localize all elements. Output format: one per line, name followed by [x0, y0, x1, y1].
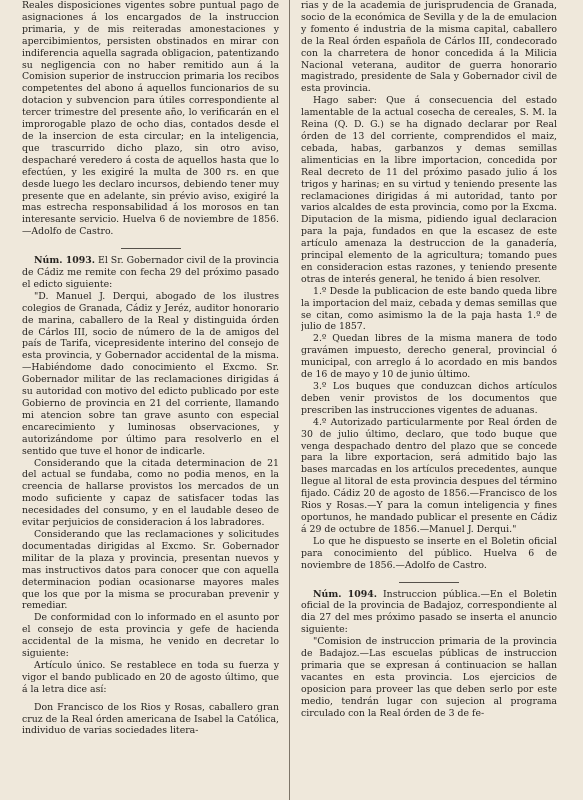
notice-1093 [22, 255, 279, 291]
notice-number: Núm. 1093. [34, 255, 96, 267]
edict-article: Artículo único. Se restablece en toda su fuerza y vigor el bando publicado en 20 de agosto último, que á la letra dice así: [22, 659, 279, 695]
section-divider [121, 248, 181, 249]
bando-intro: Don Francisco de los Rios y Rosas, caballero gran cruz de la Real órden americana de Isabel la Católica, individuo de varias sociedades litera- [22, 701, 279, 737]
edict-considerando-1: Considerando que la citada determinacion de 21 del actual se fundaba, como no podia menos, en la creencia de hallarse provistos los mercados de un modo suficiente y capaz de satisfacer todas las necesidades del consumo, y en el laudable deseo de evitar perjuicios de consideracion á los labradores. [22, 457, 279, 529]
bando-article-4: 4.º Autorizado particularmente por Real órden de 30 de julio último, declaro, que todo buque que venga despachado dentro del plazo que se concede para la libre exportacion, será admitido bajo las bases marcadas en los artículos precedentes, aunque llegue al litoral de esta provincia despues del término fijado. Cádiz 20 de agosto de 1856.—Francisco de los Rios y Rosas.—Y para la comun inteligencia y fines oportunos, he mandado publicar el presente en Cádiz á 29 de octubre de 1856.—Manuel J. Derqui." [301, 416, 557, 535]
edict-considerando-2: Considerando que las reclamaciones y solicitudes documentadas dirigidas al Excmo. Sr. Gobernador militar de la plaza y provincia, presentan nuevos y mas instructivos datos para conocer que con aquella determinacion podian ocasionarse mayores males que los que por la misma se procuraban prevenir y remediar. [22, 528, 279, 612]
notice-1094 [301, 589, 557, 637]
bando-article-1: 1.º Desde la publicacion de este bando queda libre la importacion del maiz, cebada y demas semillas que se citan, como asimismo la de la paja hasta 1.º de julio de 1857. [301, 285, 557, 333]
left-column [22, 0, 279, 800]
commission-announcement: "Comision de instruccion primaria de la provincia de Badajoz.—Las escuelas públicas de instruccion primaria que se expresan á continuacion se hallan vacantes en esta provincia. Los ejercicios de oposicion para proveer las que deben serlo por este medio, tendrán lugar con sujecion al programa circulado con la Real órden de 3 de fe- [301, 636, 557, 719]
notice-intro: El Sr. Gobernador civil de la provincia de Cádiz me remite con fecha 29 del próximo pasado el edicto siguiente: [22, 255, 279, 290]
edict-conformidad: De conformidad con lo informado en el asunto por el consejo de esta provincia y gefe de hacienda accidental de la misma, he venido en decretar lo siguiente: [22, 612, 279, 660]
column-rule [289, 0, 290, 800]
notice-intro: Instruccion pública.—En el Boletin oficial de la provincia de Badajoz, correspondiente al dia 27 del mes próximo pasado se inserta el anuncio siguiente: [301, 588, 557, 636]
closing-statement: Lo que he dispuesto se inserte en el Boletin oficial para conocimiento del público. Huelva 6 de noviembre de 1856.—Adolfo de Castro. [301, 535, 557, 571]
bando-article-2: 2.º Quedan libres de la misma manera de todo gravámen impuesto, derecho general, provincial ó municipal, con arreglo á lo acordado en mis bandos de 16 de mayo y 10 de junio último. [301, 333, 557, 381]
circular-text: Reales disposiciones vigentes sobre puntual pago de asignaciones á los encargados de la instruccion primaria, y de mis reiteradas amonestaciones y apercibimientos, persisten obstinados en mirar con indiferencia aquella sagrada obligacion, patentizando su negligencia con no haber remitido aun á la Comision superior de instruccion primaria los recibos competentes del abono á aquellos funcionarios de su dotacion y subvencion para útiles correspondiente al tercer trimestre del presente año, lo verificarán en el improrogable plazo de ocho dias, contados desde el de la insercion de esta circular; en la inteligencia, que trascurrido dicho plazo, sin otro aviso, despacharé veredero á costa de aquellos hasta que lo efectúen, y les exigiré la multa de 300 rs. en que desde luego les declaro incursos, debiendo tener muy presente que en adelante, sin prévio aviso, exigiré la mas estrecha responsabilidad á los morosos en tan interesante servicio. Huelva 6 de noviembre de 1856.—Adolfo de Castro. [22, 0, 279, 238]
bando-continuation: rias y de la academia de jurisprudencia de Granada, socio de la económica de Sevilla y de la de emulacion y fomento é industria de la misma capital, caballero de la Real órden española de Cárlos III, condecorado con la charretera de honor concedida á la Milicia Nacional veterana, auditor de guerra honorario magistrado, presidente de Sala y Gobernador civil de esta provincia. [301, 0, 557, 95]
bando-article-3: 3.º Los buques que conduzcan dichos artículos deben venir provistos de los documentos que prescriben las instrucciones vigentes de aduanas. [301, 381, 557, 416]
bando-hago-saber: Hago saber: Que á consecuencia del estado lamentable de la actual cosecha de cereales, S. M. la Reina (Q. D. G.) se ha dignado declarar por Real órden de 13 del corriente, comprendidos el maiz, cebada, habas, garbanzos y demas semillas alimenticias en la libre importacion, concedida por Real decreto de 11 del próximo pasado julio á los trigos y harinas; en su virtud y teniendo presente las reclamaciones dirigidas á mi autoridad, tanto por varios alcaldes de esta provincia, como por la Excma. Diputacion de la misma, pidiendo igual declaracion para la paja, fundados en que la escasez de este artículo amenaza la destruccion de la ganadería, principal elemento de la agricultura; tomando pues en consideracion estas razones, y teniendo presente otras de interés general, he tenido á bien resolver. [301, 95, 557, 285]
notice-number: Núm. 1094. [313, 588, 377, 600]
edict-preamble: "D. Manuel J. Derqui, abogado de los ilustres colegios de Granada, Cádiz y Jeréz, auditor honorario de marina, caballero de la Real y distinguida órden de Cárlos III, socio de número de la de amigos del país de Tarifa, vicepresidente interino del consejo de esta provincia, y Gobernador accidental de la misma.—Habiéndome dado conocimiento el Excmo. Sr. Gobernador militar de las reclamaciones dirigidas á su autoridad con motivo del edicto publicado por este Gobierno de provincia en 21 del corriente, llamando mi atencion sobre tan grave asunto con especial encarecimiento y luminosas observaciones, y autorizándome por último para resolverlo en el sentido que tuve el honor de indicarle. [22, 290, 279, 457]
right-column [301, 0, 557, 800]
section-divider [399, 582, 459, 583]
